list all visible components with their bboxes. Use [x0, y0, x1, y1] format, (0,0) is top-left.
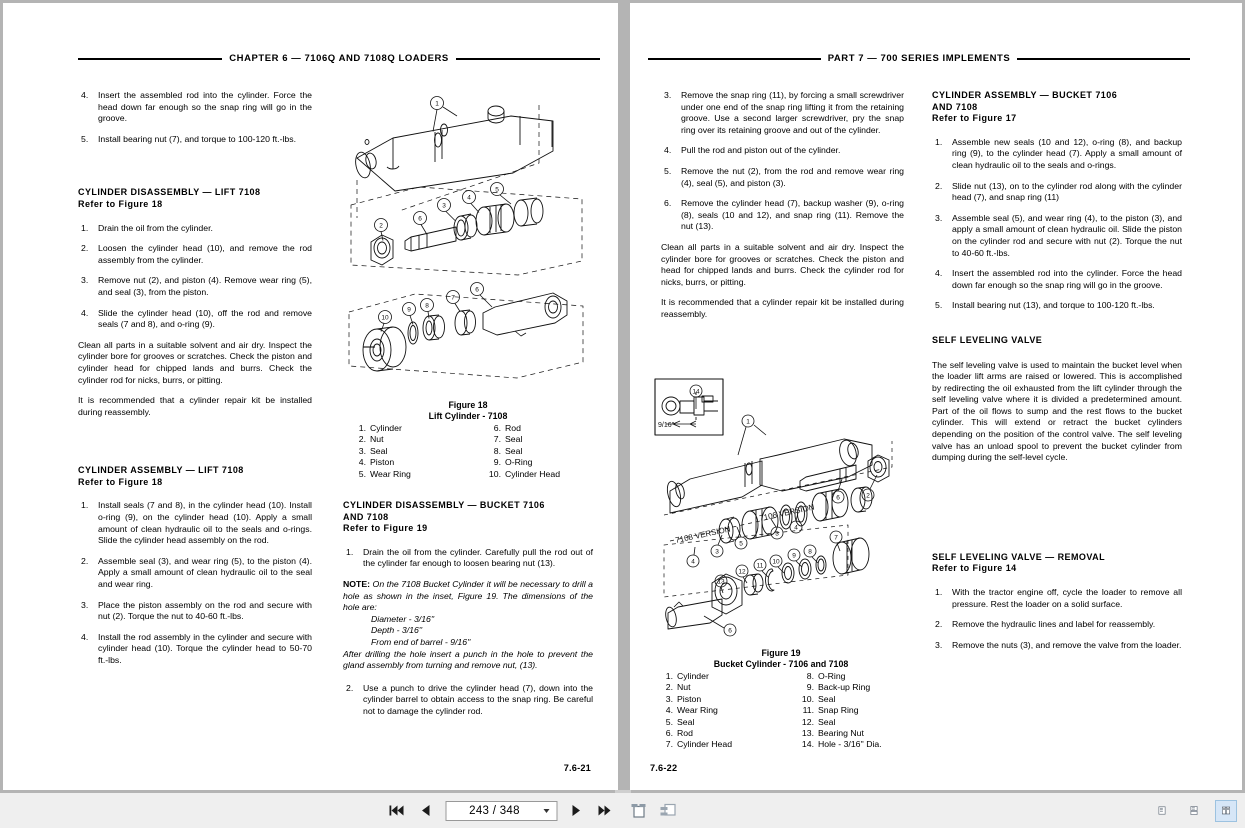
step-number: 2.	[935, 619, 943, 630]
svg-text:6: 6	[728, 627, 732, 635]
legend-number: 1.	[358, 423, 366, 433]
section-heading-cont: AND 7108	[932, 101, 978, 112]
page-number-input[interactable]	[445, 801, 557, 821]
legend-number: 7.	[665, 739, 673, 750]
legend-label: Piston	[677, 693, 702, 704]
step-number: 3.	[935, 212, 943, 223]
bucket-disassembly-heading	[343, 500, 593, 535]
svg-text:14: 14	[692, 388, 700, 396]
svg-text:8: 8	[808, 548, 812, 556]
svg-text:12: 12	[738, 568, 746, 576]
slv-removal-heading	[932, 552, 1182, 575]
right-page-column-2	[932, 90, 1182, 660]
left-page-column-2	[343, 500, 593, 727]
last-page-icon	[598, 804, 613, 817]
list-item	[78, 275, 312, 298]
legend-column-left	[650, 671, 781, 751]
page-spread	[3, 3, 1242, 790]
section-subheading: Refer to Figure 19	[343, 523, 428, 534]
list-item	[658, 739, 781, 750]
page-gutter	[618, 3, 630, 790]
legend-number: 10.	[801, 693, 814, 704]
step-number: 1.	[81, 222, 89, 233]
extract-page-icon	[660, 803, 677, 818]
legend-number: 6.	[493, 423, 501, 433]
step-number: 4.	[935, 268, 943, 279]
steps-top-list	[78, 90, 312, 145]
running-head-left	[78, 53, 600, 64]
note-label: NOTE:	[343, 578, 371, 589]
disassembly-steps-list	[78, 223, 312, 331]
last-page-button[interactable]	[595, 800, 615, 822]
step-text: Drain the oil from the cylinder. Carefully pull the rod out of the cylinder far enough to loosen bearing nut (13).	[363, 546, 593, 569]
self-leveling-valve-paragraph: The self leveling valve is used to maintain the bucket level when the loader lift arms are raised or lowered. This is accomplished by redirecting the oil exhausted from the lift cylinder through the self leveling valve where it is divided a predetermined amount. Part of the oil flows to sump and the rest flows to the bucket cylinder. This will extend or retract the bucket cylinders depending on the position of the control valve. The self leveling valve has an unload spool to prevent the bucket cylinder from dumping during the self-level cycle.	[932, 359, 1182, 463]
svg-text:6: 6	[836, 494, 840, 502]
list-item	[486, 469, 593, 480]
legend-number: 3.	[358, 445, 366, 456]
list-item	[661, 198, 904, 233]
step-text: Slide the cylinder head (10), off the rod and remove seals (7 and 8), and o-ring (9).	[98, 307, 312, 330]
svg-text:5: 5	[495, 186, 499, 194]
page-navigation-group	[387, 800, 678, 822]
legend-label: Cylinder Head	[677, 739, 733, 750]
list-item	[78, 632, 312, 667]
bucket-assembly-heading	[932, 90, 1182, 125]
legend-number: 10.	[488, 468, 501, 479]
legend-label: Bearing Nut	[818, 728, 864, 739]
svg-text:11: 11	[756, 562, 764, 570]
svg-text:9: 9	[407, 306, 411, 314]
extract-page-button[interactable]	[658, 800, 678, 822]
figure-title: Lift Cylinder - 7108	[428, 411, 508, 421]
figure-19-illustration	[650, 373, 910, 648]
legend-number: 5.	[358, 468, 366, 479]
svg-text:6: 6	[418, 215, 422, 223]
disassembly-continued-list	[661, 90, 904, 233]
repair-kit-paragraph: It is recommended that a cylinder repair kit be installed during reassembly.	[661, 297, 904, 319]
step-number: 3.	[935, 639, 943, 650]
step-number: 5.	[664, 165, 672, 176]
slv-removal-steps-list	[932, 587, 1182, 651]
step-number: 5.	[935, 300, 943, 311]
section-heading: CYLINDER ASSEMBLY — BUCKET 7106	[932, 90, 1118, 100]
figure-18-illustration	[343, 85, 591, 405]
list-item	[799, 728, 912, 739]
two-page-view-icon	[1222, 803, 1230, 818]
list-item	[658, 717, 781, 728]
view-mode-group	[1151, 800, 1237, 822]
svg-text:4: 4	[467, 194, 471, 202]
step-text: Slide nut (13), on to the cylinder rod along with the cylinder head (7), and snap ring (11)	[952, 180, 1182, 203]
step-text: Pull the rod and piston out of the cylinder.	[681, 145, 841, 156]
continuous-view-icon	[1190, 803, 1198, 818]
step-number: 1.	[346, 546, 354, 557]
step-text: Assemble seal (3), and wear ring (5), to the piston (4). Apply a small amount of clean hydraulic oil to the seal and wear ring.	[98, 555, 312, 590]
step-number: 3.	[81, 599, 89, 610]
list-item	[78, 556, 312, 591]
previous-page-button[interactable]	[416, 800, 436, 822]
insert-page-icon	[631, 803, 648, 818]
list-item	[78, 223, 312, 235]
note-text: On the 7108 Bucket Cylinder it will be necessary to drill a hole as shown in the inset, Figure 19. The dimensions of the hole are:	[343, 578, 593, 613]
figure-19-caption-block	[650, 648, 912, 751]
step-number: 4.	[664, 145, 672, 156]
figure-18-legend	[343, 423, 593, 480]
single-page-view-button[interactable]	[1151, 800, 1173, 822]
running-head-text: PART 7 — 700 SERIES IMPLEMENTS	[827, 53, 1011, 64]
legend-number: 9.	[806, 682, 814, 693]
list-item	[799, 739, 912, 750]
folio-left: 7.6-21	[563, 763, 591, 773]
list-item	[78, 90, 312, 125]
legend-label: Wear Ring	[677, 705, 718, 716]
step-text: Remove the hydraulic lines and label for reassembly.	[952, 619, 1156, 630]
step-text: Remove nut (2), and piston (4). Remove wear ring (5), and seal (3), from the piston.	[98, 275, 312, 297]
page-left[interactable]	[3, 3, 618, 790]
svg-text:6: 6	[475, 286, 479, 294]
legend-label: Rod	[505, 423, 521, 433]
list-item	[78, 134, 312, 146]
list-item	[932, 300, 1182, 312]
continuous-view-button[interactable]	[1183, 800, 1205, 822]
page-right[interactable]	[630, 3, 1242, 790]
bucket-cylinder-exploded-diagram	[650, 373, 910, 648]
legend-label: Nut	[370, 434, 384, 445]
legend-label: O-Ring	[505, 457, 533, 468]
note-dimension: From end of barrel - 9/16''	[371, 636, 471, 647]
section-heading: SELF LEVELING VALVE — REMOVAL	[932, 551, 1106, 562]
next-page-button[interactable]	[566, 800, 586, 822]
left-page-column-1	[78, 90, 312, 676]
svg-text:5: 5	[739, 540, 743, 548]
step-text: Insert the assembled rod into the cylinder. Force the head down far enough so the snap ring will go in the groove.	[952, 268, 1182, 290]
legend-label: Seal	[677, 716, 695, 727]
step-text: Install bearing nut (13), and torque to 100-120 ft.-lbs.	[952, 300, 1155, 311]
list-item	[661, 166, 904, 189]
legend-label: Snap Ring	[818, 705, 859, 716]
legend-number: 3.	[665, 693, 673, 704]
step-number: 3.	[81, 275, 89, 286]
step-number: 1.	[935, 587, 943, 598]
svg-text:3: 3	[775, 530, 779, 538]
list-item	[661, 90, 904, 136]
legend-number: 8.	[493, 445, 501, 456]
step-text: Place the piston assembly on the rod and secure with nut (2). Torque the nut to 40-60 ft.-lbs.	[98, 599, 312, 622]
list-item	[799, 682, 912, 693]
list-item	[78, 500, 312, 546]
page-indicator-value: 243 / 348	[469, 804, 520, 817]
svg-text:2: 2	[379, 222, 383, 230]
step-number: 2.	[346, 682, 354, 693]
step-text: Remove the nut (2), from the rod and remove wear ring (4), seal (5), and piston (3).	[681, 165, 904, 188]
legend-number: 6.	[665, 728, 673, 739]
svg-text:9: 9	[792, 552, 796, 560]
legend-label: Seal	[818, 716, 836, 727]
step-text: With the tractor engine off, cycle the loader to remove all pressure. Rest the loader on a solid surface.	[952, 587, 1182, 609]
list-item	[351, 457, 468, 468]
list-item	[343, 547, 593, 570]
next-page-icon	[571, 804, 582, 817]
svg-text:7: 7	[451, 294, 455, 302]
legend-label: Seal	[818, 693, 836, 704]
step-number: 4.	[81, 90, 89, 100]
insert-page-button[interactable]	[629, 800, 649, 822]
note-dimension: Diameter - 3/16''	[371, 613, 435, 624]
list-item	[799, 694, 912, 705]
list-item	[486, 446, 593, 457]
step-text: Remove the cylinder head (7), backup washer (9), o-ring (8), seals (10 and 12), and snap ring (11). Remove the nut (13).	[681, 198, 904, 232]
section-heading-cont: AND 7108	[343, 511, 389, 522]
legend-label: Seal	[370, 445, 388, 456]
step-text: Install bearing nut (7), and torque to 100-120 ft.-lbs.	[98, 133, 297, 144]
figure-19-legend	[650, 671, 912, 751]
list-item	[78, 600, 312, 623]
legend-label: Cylinder Head	[505, 468, 561, 479]
list-item	[932, 268, 1182, 291]
rule-left	[78, 58, 222, 60]
list-item	[799, 671, 912, 682]
section-subheading: Refer to Figure 18	[78, 476, 163, 487]
first-page-button[interactable]	[387, 800, 407, 822]
previous-page-icon	[421, 804, 432, 817]
step-text: Use a punch to drive the cylinder head (7), down into the cylinder barrel to obtain access to the snap ring. Be careful not to damage the cylinder rod.	[363, 682, 593, 716]
legend-number: 4.	[358, 457, 366, 468]
svg-text:1: 1	[746, 418, 750, 426]
note-block	[343, 579, 593, 672]
step-number: 3.	[664, 90, 672, 100]
chevron-down-icon[interactable]	[543, 809, 549, 813]
legend-number: 5.	[665, 716, 673, 727]
legend-label: Back-up Ring	[818, 682, 871, 693]
list-item	[658, 682, 781, 693]
figure-number: Figure 19	[761, 648, 801, 658]
figure-18-caption-block	[343, 400, 593, 480]
inset-dimension-label: 9/16''	[658, 422, 675, 429]
clean-paragraph: Clean all parts in a suitable solvent and air dry. Inspect the cylinder bore for grooves or scratches. Check the piston and head for chipped lands and burrs. Check the cylinder rod for nicks, burrs, or pitting.	[661, 241, 904, 287]
repair-kit-paragraph: It is recommended that a cylinder repair kit be installed during reassembly.	[78, 395, 312, 417]
legend-number: 12.	[801, 716, 814, 727]
list-item	[658, 694, 781, 705]
note-dimension: Depth - 3/16''	[371, 625, 423, 636]
note-after-text: After drilling the hole insert a punch in the hole to prevent the gland assembly from turning and remove nut, (13).	[343, 648, 593, 671]
step-number: 4.	[81, 307, 89, 318]
svg-text:4: 4	[794, 524, 798, 532]
section-heading: CYLINDER DISASSEMBLY — LIFT 7108	[78, 187, 261, 198]
step-text: Install the rod assembly in the cylinder and secure with cylinder head (10). Torque the cylinder head to 50-70 ft.-lbs.	[98, 631, 312, 665]
legend-number: 2.	[358, 434, 366, 445]
self-leveling-valve-heading: SELF LEVELING VALVE	[932, 334, 1043, 345]
legend-number: 7.	[493, 434, 501, 445]
list-item	[78, 308, 312, 331]
rule-right	[456, 58, 600, 60]
list-item	[78, 243, 312, 266]
first-page-icon	[390, 804, 405, 817]
svg-text:4: 4	[691, 558, 695, 566]
list-item	[486, 423, 593, 434]
step-text: Drain the oil from the cylinder.	[98, 222, 213, 233]
section-subheading: Refer to Figure 18	[78, 198, 163, 209]
list-item	[799, 717, 912, 728]
version-label-7108: 7108 VERSION	[674, 524, 732, 545]
step-number: 4.	[81, 631, 89, 642]
list-item	[932, 181, 1182, 204]
legend-label: Piston	[370, 457, 395, 468]
figure-title: Bucket Cylinder - 7106 and 7108	[713, 659, 849, 669]
figure-number: Figure 18	[448, 400, 488, 410]
clean-paragraph: Clean all parts in a suitable solvent and air dry. Inspect the cylinder bore for grooves or scratches. Check the piston and cylinder head for chipped lands and burrs. Check the cylinder rod for nicks, burrs, or pitting.	[78, 339, 312, 385]
list-item	[351, 434, 468, 445]
step-number: 2.	[81, 555, 89, 566]
assembly-steps-list	[78, 500, 312, 666]
step-number: 1.	[81, 500, 89, 511]
disassembly-lift-heading	[78, 187, 312, 210]
svg-text:10: 10	[381, 314, 389, 322]
legend-label: Seal	[505, 445, 523, 456]
list-item	[932, 640, 1182, 652]
svg-text:8: 8	[425, 302, 429, 310]
legend-number: 9.	[493, 457, 501, 468]
legend-number: 11.	[802, 705, 814, 716]
legend-label: Cylinder	[677, 671, 709, 681]
running-head-right	[648, 53, 1190, 64]
legend-column-right	[781, 671, 912, 751]
svg-text:13: 13	[717, 578, 725, 586]
list-item	[351, 423, 468, 434]
bucket-step-1-list	[343, 547, 593, 570]
svg-text:3: 3	[715, 548, 719, 556]
step-text: Loosen the cylinder head (10), and remove the rod assembly from the cylinder.	[98, 243, 312, 265]
viewer-toolbar	[0, 790, 1245, 828]
bucket-assembly-steps-list	[932, 137, 1182, 312]
step-number: 2.	[935, 180, 943, 191]
section-heading: CYLINDER DISASSEMBLY — BUCKET 7106	[343, 500, 545, 510]
list-item	[351, 469, 468, 480]
svg-text:10: 10	[772, 558, 780, 566]
legend-number: 8.	[806, 671, 814, 681]
step-number: 5.	[81, 133, 89, 144]
legend-label: Rod	[677, 728, 693, 739]
version-label-7106: 7106 VERSION	[758, 502, 816, 523]
svg-text:7: 7	[834, 534, 838, 542]
legend-number: 1.	[665, 671, 673, 681]
legend-label: Hole - 3/16'' Dia.	[818, 739, 882, 750]
legend-number: 13.	[801, 728, 814, 739]
right-page-column-1	[661, 90, 904, 330]
assembly-lift-heading	[78, 465, 312, 488]
list-item	[658, 671, 781, 682]
running-head-text: CHAPTER 6 — 7106Q AND 7108Q LOADERS	[229, 53, 449, 64]
step-number: 1.	[935, 136, 943, 147]
list-item	[661, 145, 904, 157]
legend-column-right	[468, 423, 593, 480]
section-subheading: Refer to Figure 17	[932, 113, 1017, 124]
step-text: Assemble new seals (10 and 12), o-ring (8), and backup ring (9), to the cylinder head (7). Apply a small amount of clean hydraulic oil to the seals and o-rings.	[952, 136, 1182, 170]
step-text: Install seals (7 and 8), in the cylinder head (10). Install o-ring (9), on the cylinder head (10). Apply a small amount of clean hydraulic oil to the seals and o-rings. Slide the cylinder head assembly on the rod.	[98, 500, 312, 546]
list-item	[932, 619, 1182, 631]
svg-text:1: 1	[435, 100, 439, 108]
list-item	[343, 683, 593, 718]
list-item	[486, 434, 593, 445]
list-item	[658, 705, 781, 716]
svg-text:2: 2	[866, 492, 870, 500]
section-subheading: Refer to Figure 14	[932, 563, 1017, 574]
step-number: 2.	[81, 243, 89, 254]
legend-label: Nut	[677, 682, 691, 693]
step-text: Assemble seal (5), and wear ring (4), to the piston (3), and apply a small amount of clean hydraulic oil. Slide the piston on the cylinder rod and secure with nut (2). Torque the nut to 40-60 ft.-lbs.	[952, 212, 1182, 258]
step-text: Remove the snap ring (11), by forcing a small screwdriver under one end of the snap ring lifting it from the retaining groove. Use a second larger screwdriver, pry the snap ring over its retaining groove and out of the cylinder.	[681, 90, 904, 135]
legend-number: 14.	[801, 739, 814, 750]
legend-label: Wear Ring	[370, 468, 411, 479]
legend-number: 4.	[665, 705, 673, 716]
legend-label: O-Ring	[818, 671, 846, 681]
legend-label: Seal	[505, 434, 523, 445]
two-page-view-button[interactable]	[1215, 800, 1237, 822]
lift-cylinder-exploded-diagram	[343, 85, 591, 405]
single-page-view-icon	[1158, 803, 1166, 818]
svg-text:3: 3	[442, 202, 446, 210]
rule-right	[1017, 58, 1190, 60]
list-item	[351, 446, 468, 457]
legend-label: Cylinder	[370, 423, 402, 433]
step-text: Insert the assembled rod into the cylinder. Force the head down far enough so the snap ring will go in the groove.	[98, 90, 312, 124]
step-number: 6.	[664, 198, 672, 209]
legend-number: 2.	[665, 682, 673, 693]
scroll-nub	[615, 790, 631, 793]
rule-left	[648, 58, 821, 60]
list-item	[658, 728, 781, 739]
section-heading: CYLINDER ASSEMBLY — LIFT 7108	[78, 465, 244, 476]
folio-right: 7.6-22	[650, 763, 678, 773]
list-item	[932, 137, 1182, 172]
bucket-step-2-list	[343, 683, 593, 718]
list-item	[486, 457, 593, 468]
list-item	[932, 213, 1182, 259]
list-item	[932, 587, 1182, 610]
step-text: Remove the nuts (3), and remove the valve from the loader.	[952, 639, 1182, 650]
list-item	[799, 705, 912, 716]
legend-column-left	[343, 423, 468, 480]
